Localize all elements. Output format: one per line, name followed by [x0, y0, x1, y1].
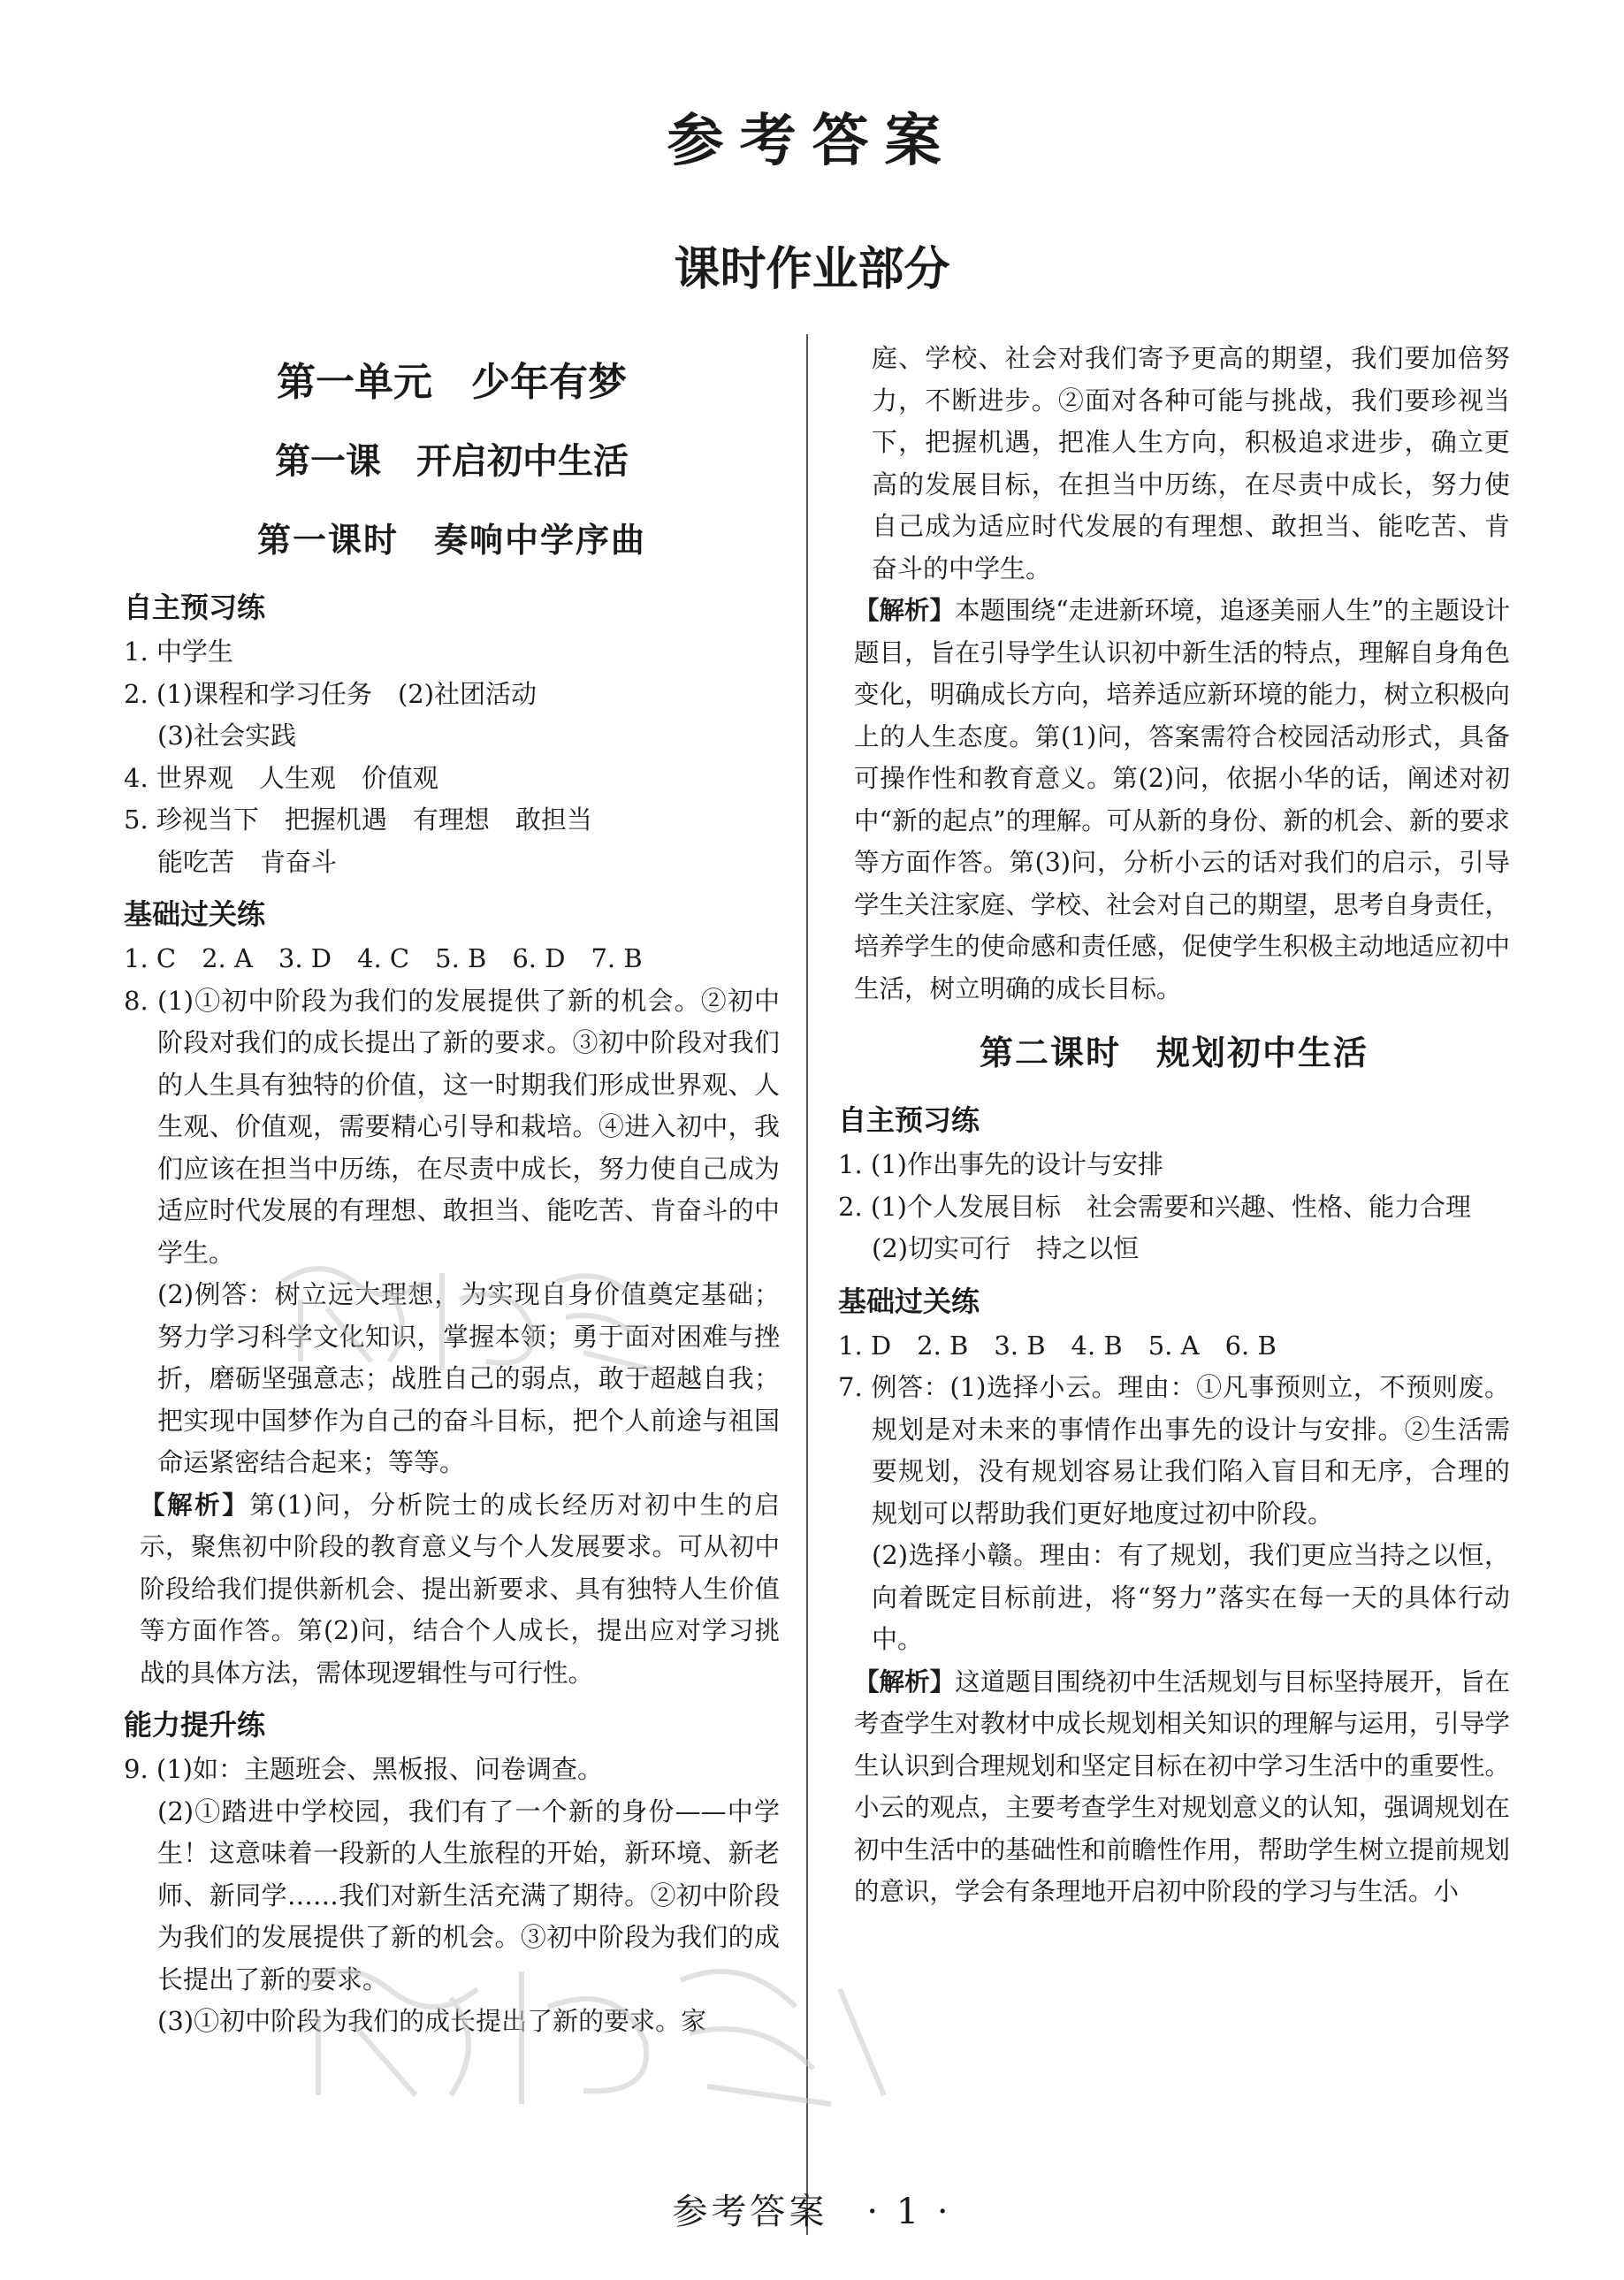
answer-item: 1. C 2. A 3. D 4. C 5. B 6. D 7. B [124, 943, 643, 973]
subsection-heading: 自主预习练 [124, 591, 266, 624]
subsection-heading: 基础过关练 [124, 897, 266, 931]
answer-item: 4. 世界观 人生观 价值观 [124, 762, 438, 793]
answer-item: 2. (1)课程和学习任务 (2)社团活动 [124, 678, 538, 709]
page-title: 参考答案 [667, 108, 957, 174]
answer-item: 庭、学校、社会对我们寄予更高的期望，我们要加倍努力，不断进步。②面对各种可能与挑战，我们要珍视当下，把握机遇，把准人生方向，积极追求进步，确立更高的发展目标，在担当中历练，在尽责中成长，努力使自己成为适应时代发展的有理想、敢担当、能吃苦、肯奋斗的中学生。 [872, 343, 1510, 583]
answer-item: (2)①踏进中学校园，我们有了一个新的身份——中学生！这意味着一段新的人生旅程的开始，新环境、新老师、新同学……我们对新生活充满了期待。②初中阶段为我们的发展提供了新的机会。③初中阶段为我们的成长提出了新的要求。 [157, 1796, 780, 1994]
analysis-label: 【解析】 [854, 1666, 956, 1697]
analysis-text: 这道题目围绕初中生活规划与目标坚持展开，旨在考查学生对教材中成长规划相关知识的理解与运用，引导学生认识到合理规划和坚定目标在初中学习生活中的重要性。小云的观点，主要考查学生对规划意义的认知，强调规划在初中生活中的基础性和前瞻性作用，帮助学生树立提前规划的意识，学会有条理地开启初中阶段的学习与生活。小 [854, 1666, 1510, 1906]
subsection-heading: 基础过关练 [838, 1284, 980, 1318]
page-footer: 参考答案 · 1 · [672, 2192, 952, 2232]
analysis-note [838, 1661, 1510, 1913]
lesson-title: 第一课 开启初中生活 [275, 440, 629, 482]
answer-item: (2)切实可行 持之以恒 [872, 1233, 1140, 1263]
answer-item: 7. 例答：(1)选择小云。理由：①凡事预则立，不预则废。规划是对未来的事情作出事先的设计与安排。②生活需要规划，没有规划容易让我们陷入盲目和无序，合理的规划可以帮助我们更好地度过初中阶段。 [838, 1372, 1510, 1529]
answer-item: (3)社会实践 [157, 721, 297, 751]
analysis-note [124, 1484, 780, 1695]
answer-item: 5. 珍视当下 把握机遇 有理想 敢担当 [124, 804, 592, 835]
analysis-label: 【解析】 [140, 1490, 250, 1520]
subsection-heading: 能力提升练 [124, 1708, 266, 1742]
answer-item: 1. (1)作出事先的设计与安排 [838, 1149, 1163, 1179]
answer-item: (3)①初中阶段为我们的成长提出了新的要求。家 [157, 2006, 707, 2036]
analysis-note [838, 590, 1510, 1010]
answer-item: (2)例答：树立远大理想，为实现自身价值奠定基础；努力学习科学文化知识，掌握本领；勇于面对困难与挫折，磨砺坚强意志；战胜自己的弱点，敢于超越自我；把实现中国梦作为自己的奋斗目标，把个人前途与祖国命运紧密结合起来；等等。 [157, 1279, 780, 1477]
period-title: 第二课时 规划初中生活 [979, 1033, 1369, 1072]
answer-item: 9. (1)如：主题班会、黑板报、问卷调查。 [124, 1754, 603, 1784]
section-title: 课时作业部分 [674, 242, 950, 296]
column-divider [806, 334, 808, 2235]
analysis-label: 【解析】 [854, 596, 956, 625]
unit-title: 第一单元 少年有梦 [277, 360, 627, 405]
analysis-text: 本题围绕“走进新环境，追逐美丽人生”的主题设计题目，旨在引导学生认识初中新生活的特点，理解自身角色变化，明确成长方向，培养适应新环境的能力，树立积极向上的人生态度。第(1)问，答案需符合校园活动形式，具备可操作性和教育意义。第(2)问，依据小华的话，阐述对初中“新的起点”的理解。可从新的身份、新的机会、新的要求等方面作答。第(3)问，分析小云的话对我们的启示，引导学生关注家庭、学校、社会对自己的期望，思考自身责任，培养学生的使命感和责任感，促使学生积极主动地适应初中生活，树立明确的成长目标。 [854, 596, 1510, 1003]
period-title: 第一课时 奏响中学序曲 [256, 520, 646, 560]
answer-item: 能吃苦 肯奋斗 [157, 846, 338, 877]
answer-item: 8. (1)①初中阶段为我们的发展提供了新的机会。②初中阶段对我们的成长提出了新的要求。③初中阶段对我们的人生具有独特的价值，这一时期我们形成世界观、人生观、价值观，需要精心引导和栽培。④进入初中，我们应该在担当中历练，在尽责中成长，努力使自己成为适应时代发展的有理想、敢担当、能吃苦、肯奋斗的中学生。 [124, 985, 780, 1268]
answer-item: 2. (1)个人发展目标 社会需要和兴趣、性格、能力合理 [838, 1191, 1471, 1222]
left-column [124, 336, 780, 2043]
answer-item: 1. 中学生 [124, 637, 233, 667]
answer-item: 1. D 2. B 3. B 4. B 5. A 6. B [838, 1330, 1277, 1361]
answer-item: (2)选择小赣。理由：有了规划，我们更应当持之以恒，向着既定目标前进，将“努力”落实在每一天的具体行动中。 [872, 1540, 1510, 1654]
right-column [838, 336, 1510, 1913]
analysis-text: 第(1)问，分析院士的成长经历对初中生的启示，聚焦初中阶段的教育意义与个人发展要求。可从初中阶段给我们提供新机会、提出新要求、具有独特人生价值等方面作答。第(2)问，结合个人成长，提出应对学习挑战的具体方法，需体现逻辑性与可行性。 [140, 1490, 780, 1688]
subsection-heading: 自主预习练 [838, 1103, 980, 1137]
